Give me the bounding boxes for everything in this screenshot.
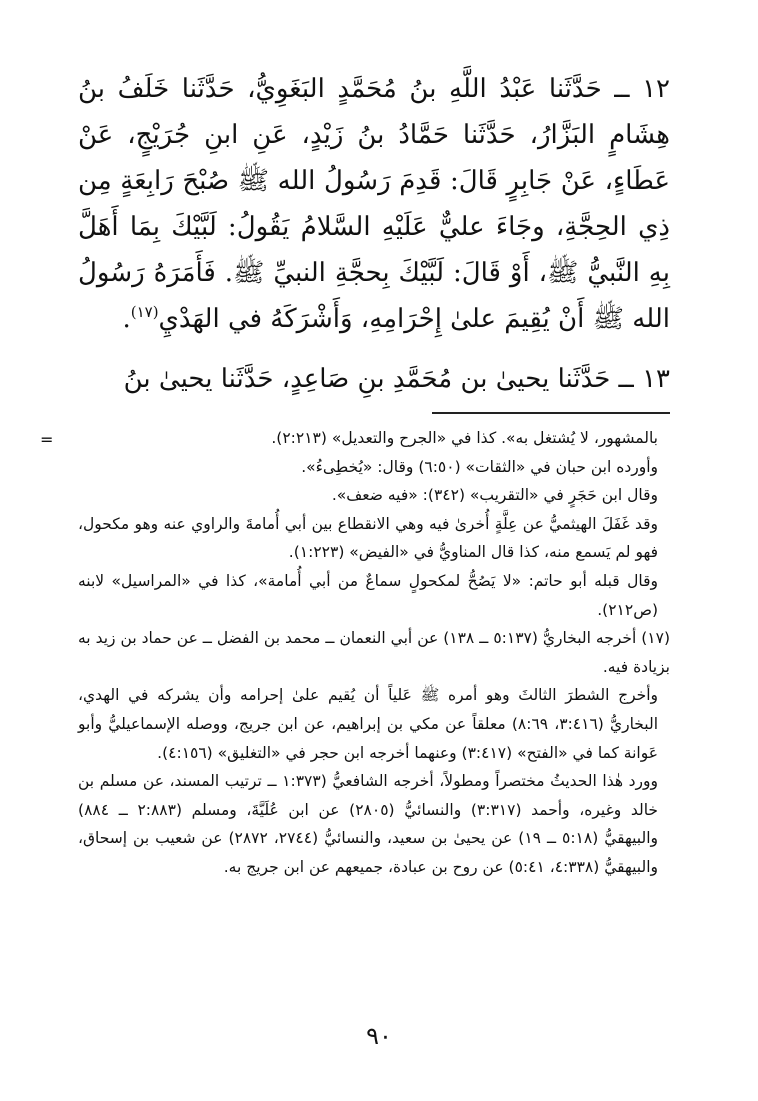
- footnote-17-paragraph: وورد هٰذا الحديثُ مختصراً ومطولاً، أخرجه الشافعيُّ (١:٣٧٣ ــ ترتيب المسند، عن مسلم بن خالد وغيره، وأحمد (٣:٣١٧) والنسائيُّ (٢٨٠٥) عن ابن عُلَيَّةَ، ومسلم (٢:٨٨٣ ــ ٨٨٤) والبيهقيُّ (٥:١٨ ــ ١٩) عن يحيىٰ بن سعيد، والنسائيُّ (٢٧٤٤، ٢٨٧٢) عن شعيب بن إسحاق، والبيهقيُّ (٤:٣٣٨، ٥:٤١) عن روح بن عبادة، جميعهم عن ابن جريج به.: [78, 772, 659, 876]
- hadith-12-text: ١٢ ــ حَدَّثَنا عَبْدُ اللَّهِ بنُ مُحَمَّدٍ البَغَوِيُّ، حَدَّثَنا خَلَفُ بنُ هِشَامٍ البَزَّارُ، حَدَّثَنا حَمَّادُ بنُ زَيْدٍ، عَنِ ابنِ جُرَيْجٍ، عَنْ عَطَاءٍ، عَنْ جَابِرٍ قَالَ: قَدِمَ رَسُولُ الله ﷺ صُبْحَ رَابِعَةٍ مِن ذِي الحِجَّةِ، وجَاءَ عليٌّ عَلَيْهِ السَّلامُ يَقُولُ: لَبَّيْكَ بِمَا أَهَلَّ بِهِ النَّبيُّ ﷺ، أَوْ قَالَ: لَبَّيْكَ بِحجَّةِ النبيِّ ﷺ. فَأَمَرَهُ رَسُولُ الله ﷺ أَنْ يُقِيمَ علىٰ إِحْرَامِهِ، وَأَشْرَكَهُ في الهَدْيِ: [78, 74, 670, 334]
- main-text-block: [78, 66, 670, 402]
- footnote-17-paragraph: وأخرج الشطرَ الثالثَ وهو أمره ﷺ عَلياً أن يُقيم علىٰ إحرامه وأن يشركه في الهدي، البخاريُّ (٣:٤١٦، ٨:٦٩) معلقاً عن مكي بن إبراهيم، عن ابن جريج، ووصله الإسماعيليُّ وأبو عَوانة كما في «الفتح» (٣:٤١٧) وعنهما أخرجه ابن حجر في «التغليق» (٤:١٥٦).: [78, 686, 659, 762]
- footnote-continued-line: وقال قبله أبو حاتم: «لا يَصُحُّ لمكحولٍ سماعٌ من أبي أُمامة»، كذا في «المراسيل» لابنه (ص٢١٢).: [78, 571, 658, 619]
- footnote-17: (١٧) أخرجه البخاريُّ (٥:١٣٧ ــ ١٣٨) عن أبي النعمان ــ محمد بن الفضل ــ عن حماد بن زيد به بزيادة فيه.: [78, 629, 671, 676]
- footnote-continued-line: وأورده ابن حبان في «الثقات» (٦:٥٠) وقال: «يُخطِىءُ».: [301, 457, 658, 476]
- page-number: ٩٠: [366, 1022, 392, 1050]
- hadith-12-end: .: [122, 304, 131, 334]
- footnote-divider: [432, 412, 670, 414]
- hadith-13-paragraph: ١٣ ــ حَدَّثَنا يحيىٰ بن مُحَمَّدِ بنِ صَاعِدٍ، حَدَّثَنا يحيىٰ بنُ: [123, 364, 670, 394]
- hadith-12-paragraph: [78, 66, 670, 342]
- footnote-continuation-mark: =: [40, 430, 54, 449]
- footnote-continued-line: بالمشهور، لا يُشتغل به». كذا في «الجرح والتعديل» (٢:٢١٣).: [271, 429, 658, 447]
- footnote-continued-line: وقد غَفَلَ الهيثميُّ عن عِلَّةٍ أُخرىٰ فيه وهي الانقطاع بين أبي أُمامةَ والراوي عنه وهو مكحول، فهو لم يَسمع منه، كذا قال المناويُّ في «الفيض» (١:٢٢٣).: [78, 514, 658, 562]
- footnotes-block: [78, 424, 670, 882]
- footnote-ref-17[interactable]: (١٧): [130, 303, 159, 321]
- footnote-continued-line: وقال ابن حَجَرٍ في «التقريب» (٣٤٢): «فيه ضعف».: [331, 486, 658, 505]
